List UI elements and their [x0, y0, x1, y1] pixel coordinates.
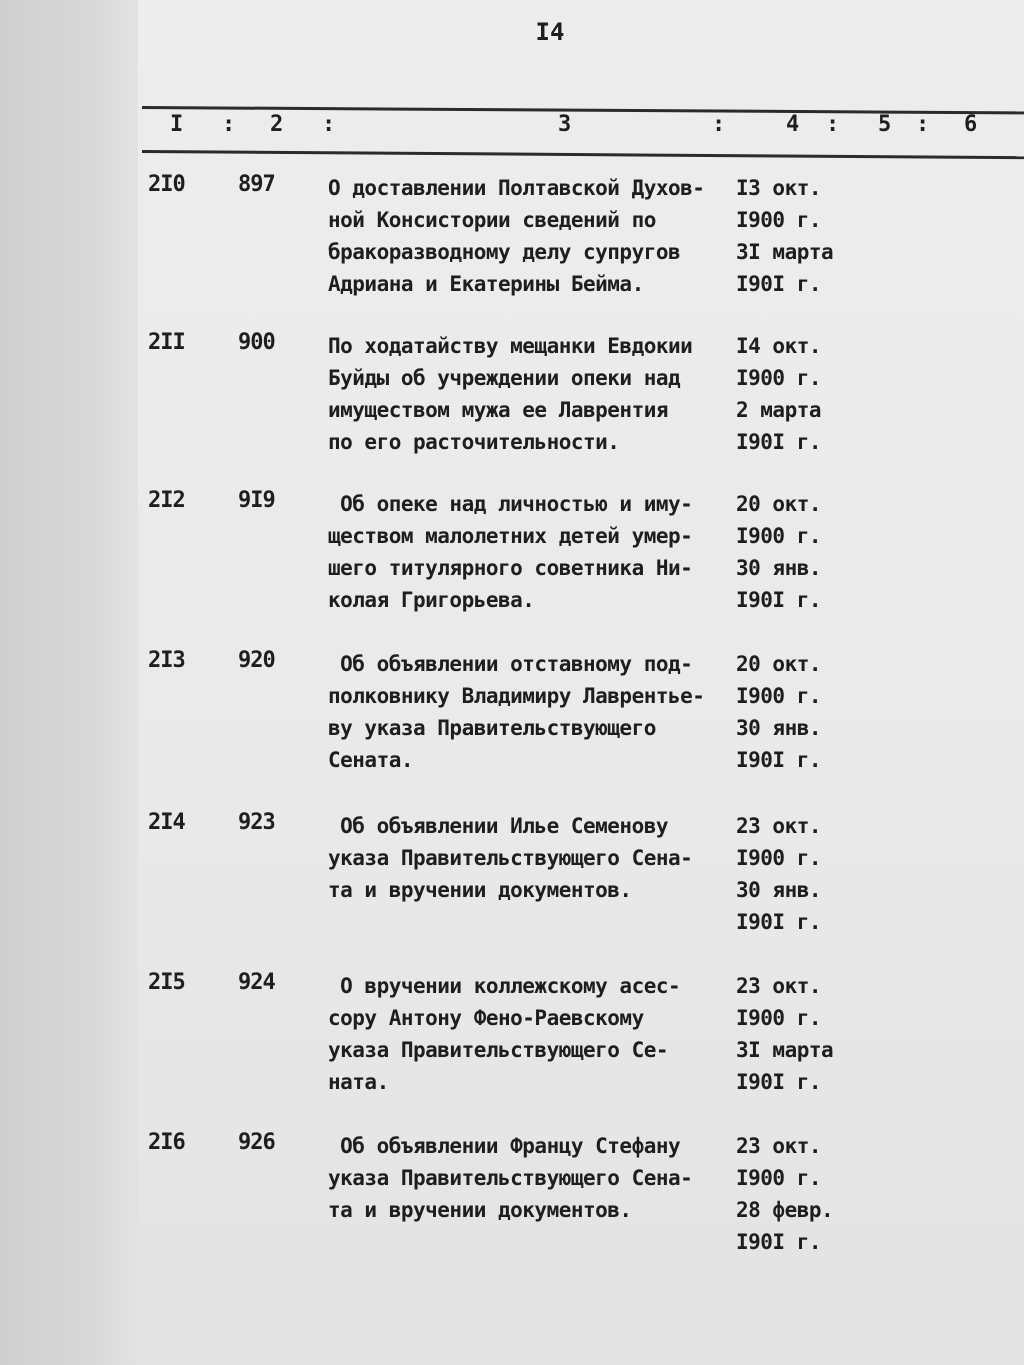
description-line: Адриана и Екатерины Бейма.	[328, 272, 644, 296]
description-line: указа Правительствующего Се-	[328, 1038, 669, 1062]
date-line: I90I г.	[736, 748, 822, 772]
case-description	[328, 970, 728, 1098]
date-line: 2 марта	[736, 398, 822, 422]
date-line: I900 г.	[736, 1006, 822, 1030]
description-line: сору Антону Фено-Раевскому	[328, 1006, 644, 1030]
description-line: Сената.	[328, 748, 414, 772]
date-line: 30 янв.	[736, 716, 822, 740]
date-line: 3I марта	[736, 1038, 834, 1062]
case-description	[328, 330, 728, 458]
date-line: I90I г.	[736, 430, 822, 454]
case-description	[328, 648, 728, 776]
description-line: По ходатайству мещанки Евдокии	[328, 334, 693, 358]
description-line: по его расточительности.	[328, 430, 620, 454]
record-number: 2I3	[148, 648, 185, 673]
column-header-6: 6	[964, 112, 978, 137]
case-number: 926	[238, 1130, 275, 1155]
description-line: Об объявлении отставному под-	[328, 652, 693, 676]
date-line: I90I г.	[736, 588, 822, 612]
date-line: 20 окт.	[736, 492, 822, 516]
description-line: та и вручении документов.	[328, 878, 632, 902]
case-description	[328, 172, 728, 300]
date-line: I900 г.	[736, 684, 822, 708]
description-line: колая Григорьева.	[328, 588, 535, 612]
date-line: 23 окт.	[736, 814, 822, 838]
record-number: 2I6	[148, 1130, 185, 1155]
date-line: I900 г.	[736, 1166, 822, 1190]
column-separator: :	[826, 112, 840, 137]
description-line: ществом малолетних детей умер-	[328, 524, 693, 548]
case-number: 923	[238, 810, 275, 835]
description-line: та и вручении документов.	[328, 1198, 632, 1222]
date-line: 28 февр.	[736, 1198, 834, 1222]
date-line: 30 янв.	[736, 556, 822, 580]
date-line: I90I г.	[736, 272, 822, 296]
description-line: указа Правительствующего Сена-	[328, 1166, 693, 1190]
date-line: I900 г.	[736, 208, 822, 232]
date-line: I90I г.	[736, 1230, 822, 1254]
record-number: 2I2	[148, 488, 185, 513]
case-number: 920	[238, 648, 275, 673]
date-line: I4 окт.	[736, 334, 822, 358]
table-header	[142, 112, 1024, 146]
column-header-3: 3	[558, 112, 572, 137]
date-line: I900 г.	[736, 366, 822, 390]
column-separator: :	[712, 112, 726, 137]
date-line: I900 г.	[736, 846, 822, 870]
description-line: О вручении коллежскому асес-	[328, 974, 681, 998]
description-line: бракоразводному делу супругов	[328, 240, 681, 264]
date-line: I3 окт.	[736, 176, 822, 200]
case-dates	[736, 810, 856, 938]
case-dates	[736, 648, 856, 776]
description-line: ната.	[328, 1070, 389, 1094]
page-number: I4	[535, 18, 565, 46]
description-line: Буйды об учреждении опеки над	[328, 366, 681, 390]
date-line: 23 окт.	[736, 1134, 822, 1158]
case-number: 897	[238, 172, 275, 197]
case-description	[328, 488, 728, 616]
description-line: О доставлении Полтавской Духов-	[328, 176, 705, 200]
date-line: I900 г.	[736, 524, 822, 548]
record-number: 2I0	[148, 172, 185, 197]
column-header-1: I	[170, 112, 184, 137]
date-line: 3I марта	[736, 240, 834, 264]
column-separator: :	[222, 112, 236, 137]
column-header-2: 2	[270, 112, 284, 137]
description-line: имуществом мужа ее Лаврентия	[328, 398, 669, 422]
record-number: 2II	[148, 330, 185, 355]
column-separator: :	[916, 112, 930, 137]
case-description	[328, 810, 728, 906]
case-dates	[736, 330, 856, 458]
case-description	[328, 1130, 728, 1226]
description-line: Об опеке над личностью и иму-	[328, 492, 693, 516]
case-dates	[736, 172, 856, 300]
date-line: 23 окт.	[736, 974, 822, 998]
description-line: Об объявлении Илье Семенову	[328, 814, 669, 838]
case-number: 924	[238, 970, 275, 995]
case-dates	[736, 1130, 856, 1258]
column-header-5: 5	[878, 112, 892, 137]
description-line: полковнику Владимиру Лаврентье-	[328, 684, 705, 708]
case-dates	[736, 970, 856, 1098]
column-header-4: 4	[786, 112, 800, 137]
description-line: Об объявлении Францу Стефану	[328, 1134, 681, 1158]
description-line: шего титулярного советника Ни-	[328, 556, 693, 580]
column-separator: :	[322, 112, 336, 137]
date-line: I90I г.	[736, 1070, 822, 1094]
case-number: 900	[238, 330, 275, 355]
record-number: 2I4	[148, 810, 185, 835]
description-line: указа Правительствующего Сена-	[328, 846, 693, 870]
date-line: 20 окт.	[736, 652, 822, 676]
record-number: 2I5	[148, 970, 185, 995]
description-line: ной Консистории сведений по	[328, 208, 656, 232]
previous-page-edge	[0, 0, 138, 1365]
description-line: ву указа Правительствующего	[328, 716, 656, 740]
case-dates	[736, 488, 856, 616]
date-line: I90I г.	[736, 910, 822, 934]
date-line: 30 янв.	[736, 878, 822, 902]
case-number: 9I9	[238, 488, 275, 513]
